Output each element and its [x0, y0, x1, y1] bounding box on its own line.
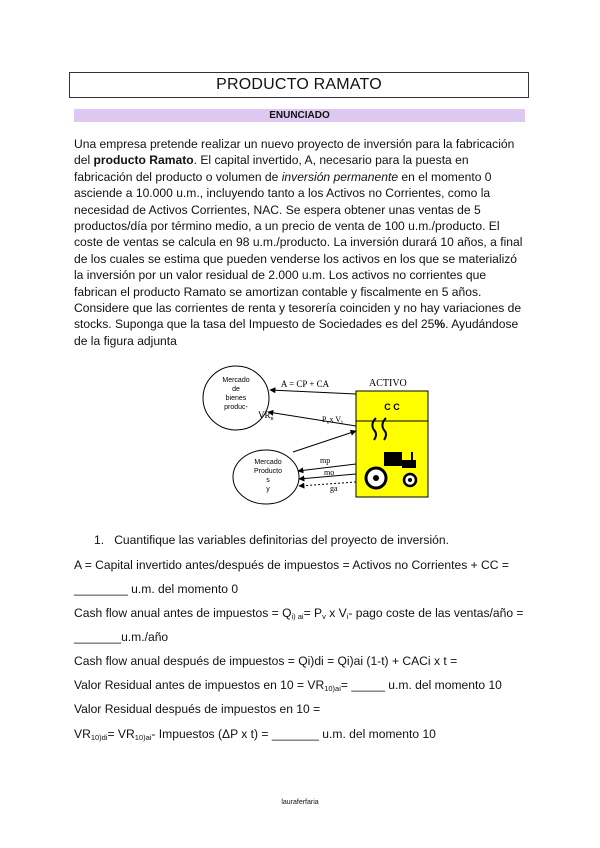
formula-cashflow-answer: _______u.m./año: [74, 630, 169, 644]
market-products-line: y: [266, 486, 270, 493]
market-goods-line: bienes: [225, 395, 247, 402]
vr-label: VR: [258, 410, 271, 420]
formula-residual-after-title: Valor Residual después de impuestos en 10 =: [74, 702, 321, 716]
market-products-line: Mercado: [254, 459, 282, 466]
emphasis-term: inversión permanente: [281, 169, 399, 184]
arrow-residual: [268, 412, 356, 426]
arrow-capital: [270, 390, 356, 394]
cc-label: C C: [384, 402, 400, 412]
activo-label: ACTIVO: [369, 378, 407, 389]
svg-text:Pvx Vi: [322, 415, 343, 426]
market-products-node: [233, 450, 299, 504]
mp-label: mp: [320, 456, 331, 465]
formula-residual-before: Valor Residual antes de impuestos en $10 = VR_{10)ai}=$ _____ u.m. del momento 10: [74, 678, 502, 693]
market-goods-node: [203, 366, 269, 430]
pv-sub: v: [326, 420, 330, 426]
vr-sub: n: [270, 416, 274, 422]
formula-capital: A = Capital invertido antes/después de impuestos = Activos no Corrientes + CC =: [74, 558, 509, 572]
mo-label: mo: [324, 468, 335, 477]
ga-label: ga: [330, 484, 338, 493]
market-products-line: s: [266, 477, 270, 484]
market-goods-line: Mercado: [222, 377, 250, 384]
section-header: ENUNCIADO: [74, 109, 525, 122]
arrow-sales: [293, 431, 356, 452]
vi-sub: i: [341, 420, 343, 426]
formula-cashflow-before: Cash flow anual antes de impuestos = $Q_{i) ai}= P_v$ x $V_i-$ pago coste de las ventas/año =: [74, 606, 524, 621]
market-products-line: Producto: [253, 468, 283, 475]
page-footer: lauraferfaria: [281, 799, 319, 806]
vi-label: x V: [329, 415, 342, 424]
arrow-ga: [299, 482, 356, 486]
formula-residual-after: $VR_{10)di}= VR_{10)ai}-$ Impuestos (ΔP x t) = _______ u.m. del momento 10: [74, 727, 436, 742]
market-goods-line: produc-: [224, 404, 248, 411]
problem-statement: Una empresa pretende realizar un nuevo proyecto de inversión para la fabricación del producto Ramato. El capital invertido, A, necesario para la puesta en fabricación del producto o volumen de inversión permanente en el momento 0 asciende a 10.000 u.m., incluyendo tanto a los Activos no Corrientes, como la necesidad de Activos Corrientes, NAC. Se espera obtener unas ventas de 5 productos/día por término medio, a un precio de venta de 100 u.m./producto. El coste de ventas se calcula en 98 u.m./producto. La inversión durará 10 años, a final de los cuales se estima que pueden venderse los activos en los que se materializó la inversión por un valor residual de 2.000 u.m. Los activos no corrientes que fabrican el producto Ramato se amortizan contable y fiscalmente en 5 años. Considere que las corrientes de renta y tesorería coinciden y no hay variaciones de stocks. Suponga que la tasa del Impuesto de Sociedades es del 25%. Ayudándose de la figura adjunta: [74, 137, 523, 348]
formula-cashflow-after: Cash flow anual después de impuestos = Qi)di = Qi)ai (1-t) + CACi x t =: [74, 654, 458, 668]
activo-box: [356, 378, 428, 497]
product-name: producto Ramato: [93, 153, 194, 168]
question-1: 1. Cuantifique las variables definitorias del proyecto de inversión.: [94, 533, 449, 547]
market-goods-line: de: [232, 386, 240, 393]
page-title: PRODUCTO RAMATO: [69, 72, 529, 98]
pv-label: P: [322, 415, 327, 424]
arrow-capital-label: A = CP + CA: [280, 379, 330, 389]
formula-capital-answer: ________ u.m. del momento 0: [74, 582, 239, 596]
investment-diagram: [198, 360, 438, 505]
